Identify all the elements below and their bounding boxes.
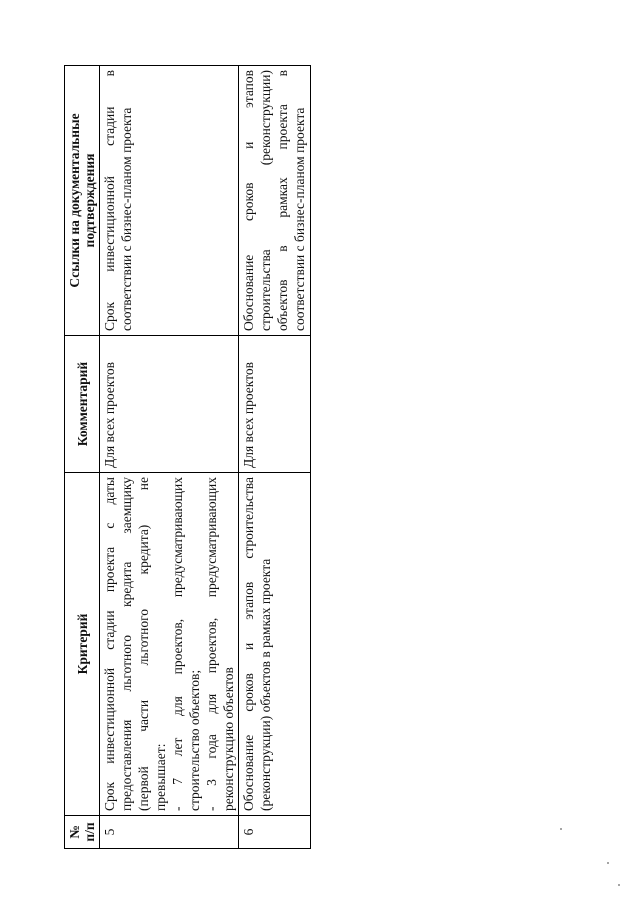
header-criterion: Критерий bbox=[65, 473, 100, 816]
criterion-line: Срок инвестиционной стадии проекта с даты bbox=[102, 477, 117, 811]
row-num: 6 bbox=[239, 816, 311, 849]
criterion-line: предоставления льготного кредита заемщику bbox=[119, 477, 134, 811]
criterion-line: (первой части льготного кредита) не bbox=[136, 477, 151, 811]
refs-line: строительства (реконструкции) bbox=[258, 70, 273, 331]
refs-line: Обоснование сроков и этапов bbox=[241, 70, 256, 331]
refs-line: Срок инвестиционной стадии в bbox=[102, 70, 117, 331]
table-header-row bbox=[65, 66, 100, 849]
row-num: 5 bbox=[100, 816, 239, 849]
row-comment: Для всех проектов bbox=[100, 336, 239, 473]
criterion-line: - 3 года для проектов, предусматривающих bbox=[204, 477, 219, 811]
criterion-line: строительство объектов; bbox=[187, 669, 202, 811]
criterion-line: Обоснование сроков и этапов строительства bbox=[241, 477, 256, 811]
criterion-line: (реконструкции) объектов в рамках проекта bbox=[258, 558, 273, 811]
criteria-table bbox=[64, 65, 311, 849]
refs-line: соответствии с бизнес-планом проекта bbox=[292, 107, 307, 331]
table-row bbox=[239, 66, 311, 849]
refs-line: соответствии с бизнес-планом проекта bbox=[119, 107, 134, 331]
criterion-line: реконструкцию объектов bbox=[221, 667, 236, 811]
row-comment: Для всех проектов bbox=[239, 336, 311, 473]
header-refs: Ссылки на документальные подтверждения bbox=[65, 66, 100, 336]
rotated-table-container bbox=[64, 66, 308, 849]
criterion-line: - 7 лет для проектов, предусматривающих bbox=[170, 477, 185, 811]
row-refs bbox=[239, 66, 311, 336]
row-refs bbox=[100, 66, 239, 336]
criterion-line: превышает: bbox=[153, 743, 168, 811]
table-row bbox=[100, 66, 239, 849]
row-criterion bbox=[100, 473, 239, 816]
header-comment: Комментарий bbox=[65, 336, 100, 473]
refs-line: объектов в рамках проекта в bbox=[275, 70, 290, 331]
row-criterion bbox=[239, 473, 311, 816]
header-num: № п/п bbox=[65, 816, 100, 849]
document-page bbox=[64, 66, 308, 849]
